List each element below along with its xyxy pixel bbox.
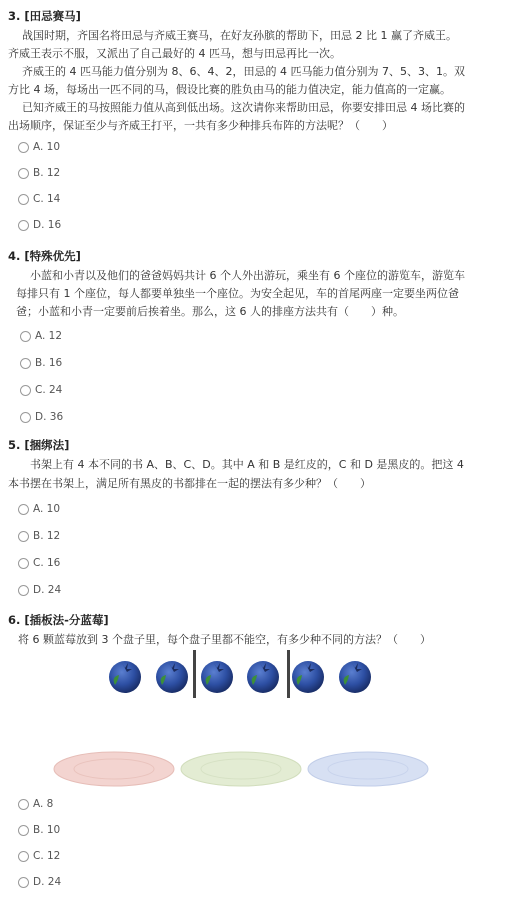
question-text-line: 已知齐威王的马按照能力值从高到低出场。这次请你来帮助田忌，你要安排田忌 4 场比赛的	[22, 101, 465, 114]
blueberries-illustration	[100, 650, 400, 700]
option-c[interactable]	[18, 849, 60, 863]
option-a[interactable]	[18, 502, 60, 516]
question-text-line: 每排只有 1 个座位，每人都要单独坐一个座位。为安全起见，车的首尾两座一定要坐两位爸	[16, 287, 459, 300]
radio-icon[interactable]	[18, 851, 29, 862]
radio-icon[interactable]	[20, 331, 31, 342]
option-c[interactable]	[18, 556, 60, 570]
question-text-line: 方比 4 场，每场出一匹不同的马，假设比赛的胜负由马的能力值决定，能力值高的一定赢。	[8, 83, 451, 96]
radio-icon[interactable]	[18, 504, 29, 515]
option-d[interactable]	[18, 218, 61, 232]
question-text-line: 本书摆在书架上，满足所有黑皮的书都排在一起的摆法有多少种？（ ）	[8, 477, 371, 490]
radio-icon[interactable]	[18, 825, 29, 836]
blueberry-icon	[109, 661, 141, 693]
question-text-line: 小蓝和小青以及他们的爸爸妈妈共计 6 个人外出游玩，乘坐有 6 个座位的游览车，游览车	[30, 269, 465, 282]
question-text-line: 齐威王的 4 匹马能力值分别为 8、6、4、2，田忌的 4 匹马能力值分别为 7、5、3、1。双	[22, 65, 465, 78]
option-label: A. 10	[33, 503, 61, 515]
radio-icon[interactable]	[18, 585, 29, 596]
radio-icon[interactable]	[20, 385, 31, 396]
radio-icon[interactable]	[20, 358, 31, 369]
question-text-line: 齐威王表示不服，又派出了自己最好的 4 匹马，想与田忌再比一次。	[8, 47, 341, 60]
option-a[interactable]	[18, 140, 60, 154]
option-d[interactable]	[18, 875, 61, 889]
plate-icon	[181, 752, 301, 786]
question-text-line: 出场顺序，保证至少与齐威王打平，一共有多少种排兵布阵的方法呢？（ ）	[8, 119, 393, 132]
question-text-line: 将 6 颗蓝莓放到 3 个盘子里，每个盘子里都不能空，有多少种不同的方法？（ ）	[18, 633, 431, 646]
blueberry-icon	[339, 661, 371, 693]
option-label: D. 16	[33, 219, 62, 231]
blueberry-icon	[201, 661, 233, 693]
option-d[interactable]	[18, 583, 61, 597]
option-label: B. 12	[33, 530, 61, 542]
option-c[interactable]	[18, 192, 60, 206]
divider-board	[287, 650, 290, 698]
option-label: A. 10	[33, 141, 61, 153]
option-b[interactable]	[18, 529, 60, 543]
radio-icon[interactable]	[20, 412, 31, 423]
radio-icon[interactable]	[18, 558, 29, 569]
option-d[interactable]	[20, 410, 63, 424]
question-text-line: 战国时期，齐国名将田忌与齐威王赛马，在好友孙膑的帮助下，田忌 2 比 1 赢了齐威王。	[22, 29, 457, 42]
option-label: A. 12	[35, 330, 63, 342]
radio-icon[interactable]	[18, 799, 29, 810]
question-text-line: 书架上有 4 本不同的书 A、B、C、D。其中 A 和 B 是红皮的，C 和 D 是黑皮的。把这 4	[30, 458, 464, 471]
option-b[interactable]	[18, 166, 60, 180]
option-label: C. 24	[35, 384, 63, 396]
blueberry-icon	[156, 661, 188, 693]
option-b[interactable]	[18, 823, 60, 837]
radio-icon[interactable]	[18, 142, 29, 153]
plate-icon	[54, 752, 174, 786]
blueberry-icon	[247, 661, 279, 693]
option-a[interactable]	[18, 797, 53, 811]
option-c[interactable]	[20, 383, 62, 397]
option-label: C. 14	[33, 193, 61, 205]
radio-icon[interactable]	[18, 168, 29, 179]
radio-icon[interactable]	[18, 194, 29, 205]
question-heading: 3. [田忌赛马]	[8, 9, 81, 23]
option-label: B. 16	[35, 357, 63, 369]
option-label: A. 8	[33, 798, 54, 810]
radio-icon[interactable]	[18, 877, 29, 888]
divider-board	[193, 650, 196, 698]
option-label: D. 24	[33, 876, 62, 888]
option-b[interactable]	[20, 356, 62, 370]
option-label: D. 24	[33, 584, 62, 596]
option-a[interactable]	[20, 329, 62, 343]
blueberry-icon	[292, 661, 324, 693]
question-text-line: 爸；小蓝和小青一定要前后挨着坐。那么，这 6 人的排座方法共有（ ）种。	[16, 305, 404, 318]
option-label: D. 36	[35, 411, 64, 423]
plate-icon	[308, 752, 428, 786]
plates-illustration	[52, 748, 432, 794]
option-label: B. 10	[33, 824, 61, 836]
question-heading: 6. [插板法-分蓝莓]	[8, 613, 109, 627]
radio-icon[interactable]	[18, 220, 29, 231]
option-label: C. 16	[33, 557, 61, 569]
question-heading: 5. [捆绑法]	[8, 438, 70, 452]
radio-icon[interactable]	[18, 531, 29, 542]
question-heading: 4. [特殊优先]	[8, 249, 81, 263]
option-label: B. 12	[33, 167, 61, 179]
option-label: C. 12	[33, 850, 61, 862]
